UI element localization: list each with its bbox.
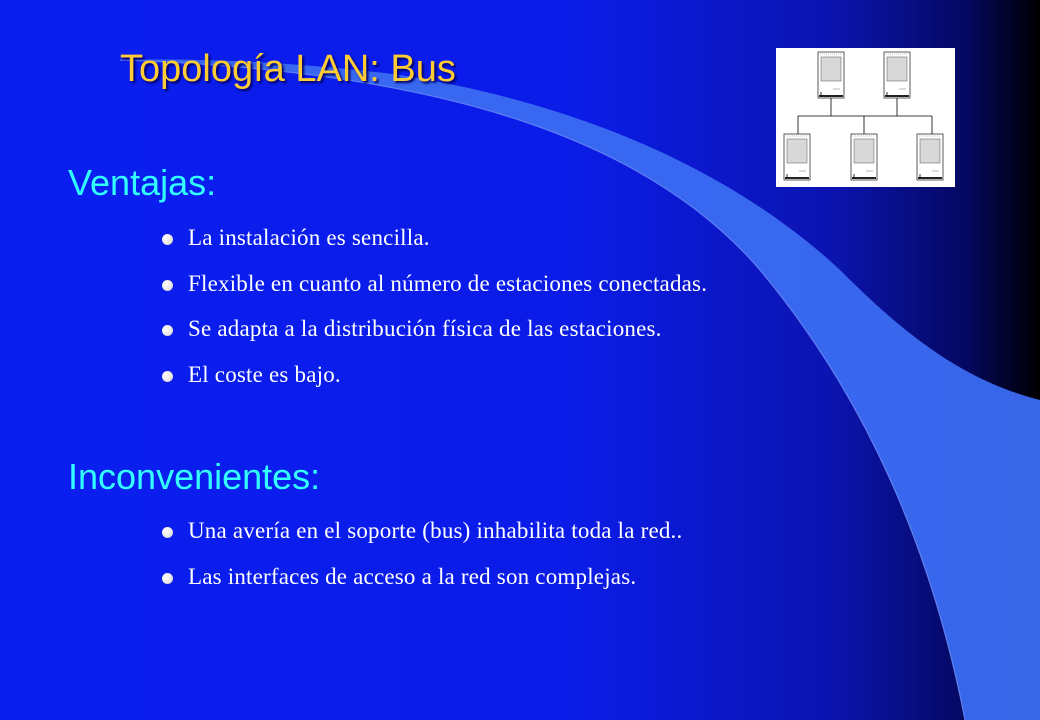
list-item <box>162 313 707 359</box>
list-item <box>162 561 682 607</box>
bullet-text: La instalación es sencilla. <box>188 225 430 250</box>
bullet-text: El coste es bajo. <box>188 361 341 387</box>
list-item <box>162 359 707 405</box>
advantages-list <box>162 222 707 404</box>
station-top-left <box>818 52 844 98</box>
bullet-icon <box>162 325 173 336</box>
slide-title: Topología LAN: Bus <box>120 48 456 90</box>
bullet-text: Se adapta a la distribución física de las estaciones. <box>188 316 662 341</box>
bullet-icon <box>162 371 173 382</box>
list-item <box>162 222 707 268</box>
bullet-text: Flexible en cuanto al número de estaciones conectadas. <box>188 270 708 296</box>
bus-topology-diagram <box>776 48 955 187</box>
station-top-right <box>884 52 910 98</box>
bullet-icon <box>162 527 173 538</box>
station-bottom-left <box>784 134 810 180</box>
list-item <box>162 515 682 561</box>
disadvantages-heading: Inconvenientes: <box>68 456 321 497</box>
bullet-text: Las interfaces de acceso a la red son complejas. <box>188 563 637 589</box>
bullet-icon <box>162 573 173 584</box>
disadvantages-list <box>162 515 682 606</box>
advantages-heading: Ventajas: <box>68 162 217 203</box>
station-bottom-right <box>917 134 943 180</box>
bullet-icon <box>162 280 173 291</box>
bullet-text: Una avería en el soporte (bus) inhabilita toda la red.. <box>188 518 683 543</box>
station-bottom-middle <box>851 134 877 180</box>
bullet-icon <box>162 234 173 245</box>
list-item <box>162 268 707 314</box>
